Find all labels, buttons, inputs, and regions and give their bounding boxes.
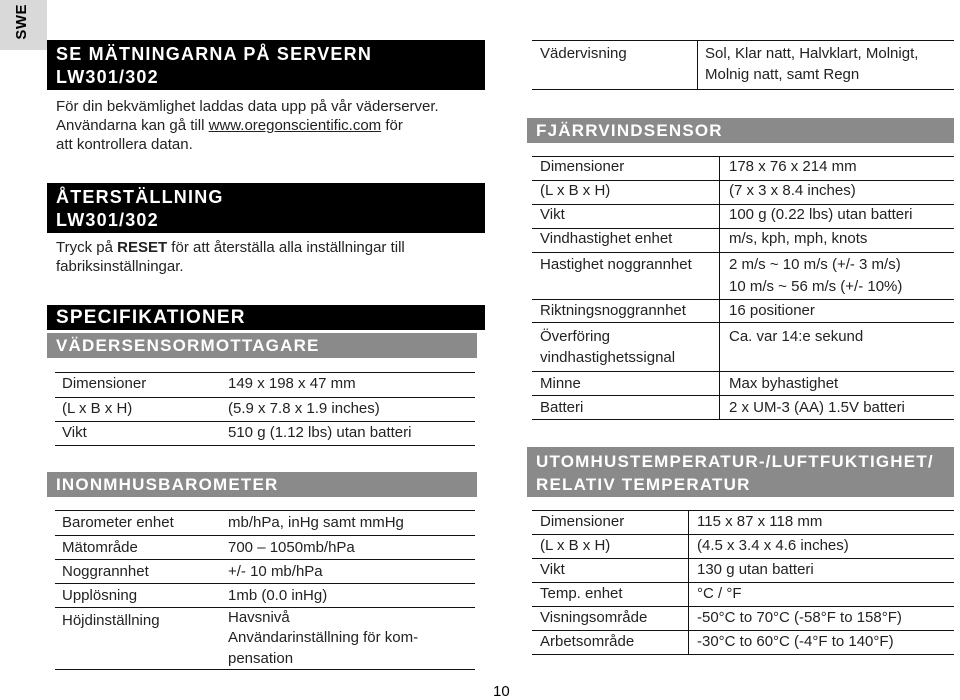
spec-label: Vikt [62, 424, 87, 441]
spec-value: 100 g (0.22 lbs) utan batteri [729, 206, 913, 223]
server-text-2a: Användarna kan gå till [56, 117, 209, 134]
spec-value: Ca. var 14:e sekund [729, 328, 864, 345]
spec-value: Sol, Klar natt, Halvklart, Molnigt, [705, 45, 919, 62]
spec-value: 510 g (1.12 lbs) utan batteri [228, 424, 412, 441]
spec-label: Dimensioner [540, 513, 625, 530]
table-divider [532, 582, 954, 583]
spec-value: 130 g utan batteri [697, 561, 814, 578]
receiver-title: VÄDERSENSORMOTTAGARE [56, 336, 320, 355]
subheader-outdoor-sensor [527, 447, 954, 497]
table-divider [532, 40, 954, 41]
table-divider [532, 606, 954, 607]
spec-label: vindhastighetssignal [540, 349, 676, 366]
table-divider [55, 372, 475, 373]
spec-value: m/s, kph, mph, knots [729, 230, 868, 247]
table-divider [532, 395, 954, 396]
spec-label: Batteri [540, 399, 584, 416]
table-divider [55, 397, 475, 398]
spec-value: °C / °F [697, 585, 742, 602]
table-divider [532, 654, 954, 655]
spec-label: Vindhastighet enhet [540, 230, 673, 247]
spec-value: (4.5 x 3.4 x 4.6 inches) [697, 537, 849, 554]
outdoor-sensor-title-line2: RELATIV TEMPERATUR [536, 475, 751, 494]
specs-title: SPECIFIKATIONER [56, 307, 246, 328]
spec-label: Temp. enhet [540, 585, 623, 602]
spec-value: 115 x 87 x 118 mm [697, 513, 823, 530]
spec-value: pensation [228, 650, 294, 667]
table-divider [532, 419, 954, 420]
table-divider [532, 228, 954, 229]
table-divider [719, 156, 720, 419]
table-divider [532, 180, 954, 181]
table-divider [55, 421, 475, 422]
spec-value: 2 m/s ~ 10 m/s (+/- 3 m/s) [729, 256, 901, 273]
reset-paragraph [56, 238, 486, 276]
spec-label: (L x B x H) [540, 182, 611, 199]
spec-label: (L x B x H) [540, 537, 611, 554]
table-divider [532, 534, 954, 535]
spec-value: 700 – 1050mb/hPa [228, 539, 355, 556]
spec-label: Upplösning [62, 587, 138, 604]
spec-value: 178 x 76 x 214 mm [729, 158, 857, 175]
table-divider [55, 510, 475, 511]
server-title-line2: LW301/302 [56, 67, 159, 87]
spec-value: 10 m/s ~ 56 m/s (+/- 10%) [729, 278, 903, 295]
spec-value: 1mb (0.0 inHg) [228, 587, 328, 604]
table-divider [55, 583, 475, 584]
spec-label: Visningsområde [540, 609, 648, 626]
spec-value: (7 x 3 x 8.4 inches) [729, 182, 856, 199]
page-number: 10 [493, 683, 510, 700]
spec-value: mb/hPa, inHg samt mmHg [228, 514, 404, 531]
server-paragraph [56, 97, 486, 154]
reset-text-1a: Tryck på [56, 239, 118, 256]
table-divider [55, 445, 475, 446]
table-divider [55, 535, 475, 536]
wind-sensor-title: FJÄRRVINDSENSOR [536, 121, 723, 140]
spec-label: Vädervisning [540, 45, 627, 62]
subheader-barometer [47, 472, 477, 497]
spec-value: Molnig natt, samt Regn [705, 66, 860, 83]
section-header-reset [47, 183, 485, 233]
language-tab [0, 0, 47, 50]
table-divider [532, 156, 954, 157]
spec-value: Max byhastighet [729, 375, 839, 392]
server-text-2b: för [381, 117, 403, 134]
spec-label: Barometer enhet [62, 514, 174, 531]
table-divider [532, 252, 954, 253]
spec-label: Riktningsnoggrannhet [540, 302, 686, 319]
table-divider [532, 299, 954, 300]
spec-label: Överföring [540, 328, 611, 345]
section-header-server [47, 40, 485, 90]
reset-title-line2: LW301/302 [56, 210, 159, 230]
subheader-receiver [47, 333, 477, 358]
table-divider [697, 40, 698, 89]
table-divider [688, 510, 689, 654]
table-divider [532, 204, 954, 205]
table-divider [532, 510, 954, 511]
spec-label: Höjdinställning [62, 612, 160, 629]
table-divider [532, 630, 954, 631]
spec-value: 149 x 198 x 47 mm [228, 375, 356, 392]
table-divider [55, 607, 475, 608]
reset-text-1 [56, 238, 486, 257]
section-header-specs [47, 305, 485, 330]
spec-value: +/- 10 mb/hPa [228, 563, 323, 580]
spec-value: 16 positioner [729, 302, 815, 319]
reset-title-line1: ÅTERSTÄLLNING [56, 187, 224, 207]
spec-value: Havsnivå [228, 609, 290, 626]
barometer-title: INONMHUSBAROMETER [56, 475, 279, 494]
spec-label: Mätområde [62, 539, 138, 556]
reset-keyword: RESET [117, 239, 168, 256]
spec-value: -50°C to 70°C (-58°F to 158°F) [697, 609, 902, 626]
table-divider [532, 322, 954, 323]
table-divider [532, 89, 954, 90]
spec-label: (L x B x H) [62, 400, 133, 417]
server-text-2 [56, 116, 486, 135]
server-text-3: att kontrollera datan. [56, 136, 193, 153]
spec-label: Hastighet noggrannhet [540, 256, 692, 273]
spec-label: Noggrannhet [62, 563, 149, 580]
spec-label: Arbetsområde [540, 633, 635, 650]
spec-value: (5.9 x 7.8 x 1.9 inches) [228, 400, 380, 417]
reset-text-1b: för att återställa alla inställningar till [167, 239, 405, 256]
language-tab-label: SWE [13, 4, 30, 40]
server-link[interactable]: www.oregonscientific.com [208, 117, 382, 134]
table-divider [55, 669, 475, 670]
subheader-wind-sensor [527, 118, 954, 143]
spec-value: -30°C to 60°C (-4°F to 140°F) [697, 633, 894, 650]
outdoor-sensor-title-line1: UTOMHUSTEMPERATUR-/LUFTFUKTIGHET/ [536, 452, 934, 471]
spec-label: Minne [540, 375, 581, 392]
spec-value: Användarinställning för kom- [228, 629, 419, 646]
table-divider [532, 558, 954, 559]
table-divider [55, 559, 475, 560]
spec-label: Dimensioner [62, 375, 147, 392]
spec-label: Dimensioner [540, 158, 625, 175]
server-title-line1: SE MÄTNINGARNA PÅ SERVERN [56, 44, 373, 64]
spec-label: Vikt [540, 561, 565, 578]
spec-value: 2 x UM-3 (AA) 1.5V batteri [729, 399, 905, 416]
reset-text-2: fabriksinställningar. [56, 258, 184, 275]
spec-label: Vikt [540, 206, 565, 223]
server-text-1: För din bekvämlighet laddas data upp på vår väderserver. [56, 98, 439, 115]
table-divider [532, 371, 954, 372]
